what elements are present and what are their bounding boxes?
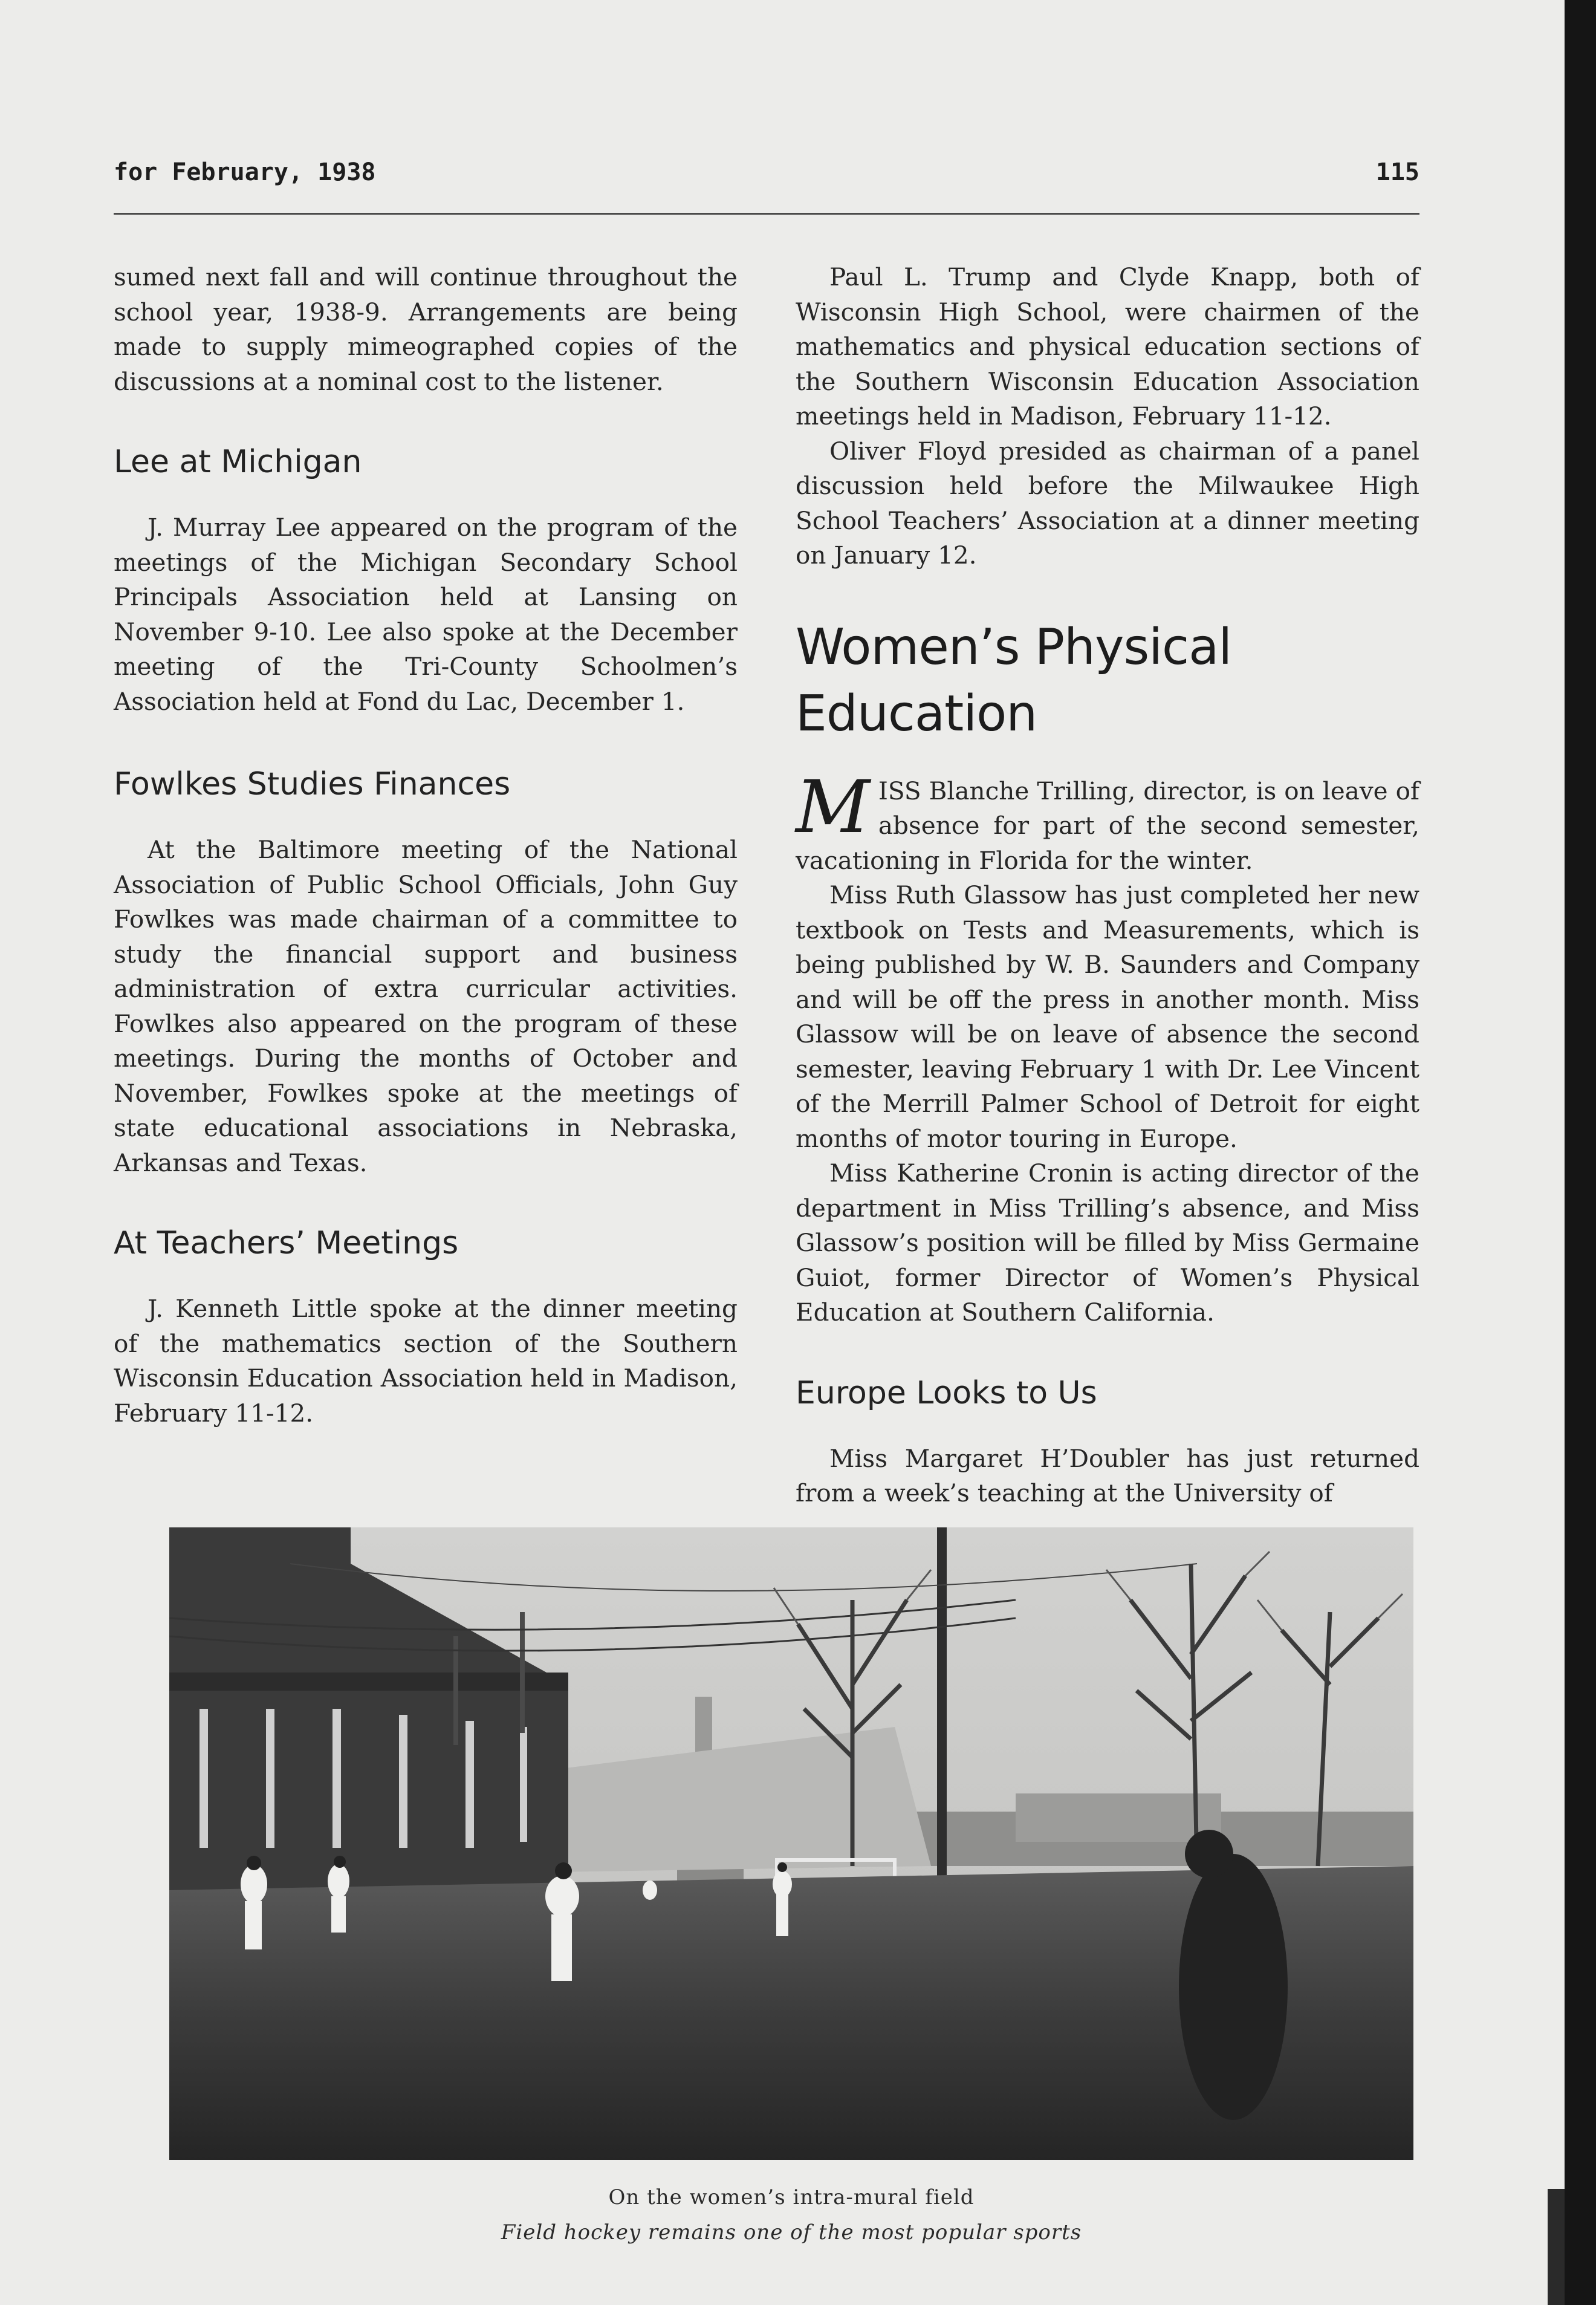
scan-edge	[1565, 0, 1596, 2305]
left-column	[114, 260, 738, 1431]
photo-subcaption: Field hockey remains one of the most popular sports	[501, 2220, 1082, 2245]
section-heading-fowlkes: Fowlkes Studies Finances	[114, 766, 511, 802]
hdoubler-paragraph: Miss Margaret H’Doubler has just returned from a week’s teaching at the University of	[796, 1443, 1419, 1507]
section-paragraph: J. Kenneth Little spoke at the dinner meeting of the mathematics section of the Southern Wisconsin Education Association held in Madison, February 11-12.	[114, 1294, 738, 1428]
page-number: 115	[1375, 158, 1419, 186]
running-head	[114, 158, 1419, 195]
cronin-paragraph: Miss Katherine Cronin is acting director of the department in Miss Trilling’s absence, and Miss Glassow’s position will be filled by Miss Germaine Guiot, former Director of Women’s Physical Education at Southern California.	[796, 1159, 1419, 1327]
photo-illustration	[169, 1527, 1413, 2160]
continued-paragraph: sumed next fall and will continue throughout the school year, 1938-9. Arrangements are being made to supply mimeographed copies of the discussions at a nominal cost to the listener.	[114, 262, 738, 396]
section-heading-teachers: At Teachers’ Meetings	[114, 1225, 459, 1261]
scan-edge-mark	[1548, 2189, 1565, 2305]
trilling-text: ISS Blanche Trilling, director, is on leave of absence for part of the second semester, vacationing in Florida for the winter.	[796, 776, 1419, 875]
floyd-paragraph: Oliver Floyd presided as chairman of a panel discussion held before the Milwaukee High School Teachers’ Association at a dinner meeting on January 12.	[796, 436, 1419, 570]
section-paragraph: J. Murray Lee appeared on the program of the meetings of the Michigan Secondary School Principals Association held at Lansing on November 9-10. Lee also spoke at the December meeting of the Tri-County Schoolmen’s Association held at Fond du Lac, December 1.	[114, 513, 738, 716]
feature-title: Women’s Physical Education	[796, 618, 1232, 743]
drop-cap: M	[796, 765, 870, 850]
glassow-paragraph: Miss Ruth Glassow has just completed her new textbook on Tests and Measurements, which is being published by W. B. Saunders and Company and will be off the press in another month. Miss Glassow will be on leave of absence the second semester, leaving February 1 with Dr. Lee Vincent of the Merrill Palmer School of Detroit for eight months of motor touring in Europe.	[796, 880, 1419, 1153]
issue-date: for February, 1938	[114, 158, 376, 186]
field-hockey-photo	[169, 1527, 1413, 2160]
trump-knapp-paragraph: Paul L. Trump and Clyde Knapp, both of Wisconsin High School, were chairmen of the mathematics and physical education sections of the Southern Wisconsin Education Association meetings held in Madison, February 11-12.	[796, 262, 1419, 431]
section-heading-europe: Europe Looks to Us	[796, 1374, 1097, 1411]
header-rule	[114, 213, 1419, 215]
section-paragraph: At the Baltimore meeting of the National Association of Public School Officials, John Guy Fowlkes was made chairman of a committee to study the financial support and business administration of extra curricular activities. Fowlkes also appeared on the program of these meetings. During the months of October and November, Fowlkes spoke at the meetings of state educational associations in Nebraska, Arkansas and Texas.	[114, 835, 738, 1177]
section-heading-lee: Lee at Michigan	[114, 444, 362, 480]
right-column	[796, 260, 1419, 1511]
photo-caption: On the women’s intra-mural field	[608, 2185, 975, 2209]
trilling-paragraph	[796, 765, 1419, 879]
